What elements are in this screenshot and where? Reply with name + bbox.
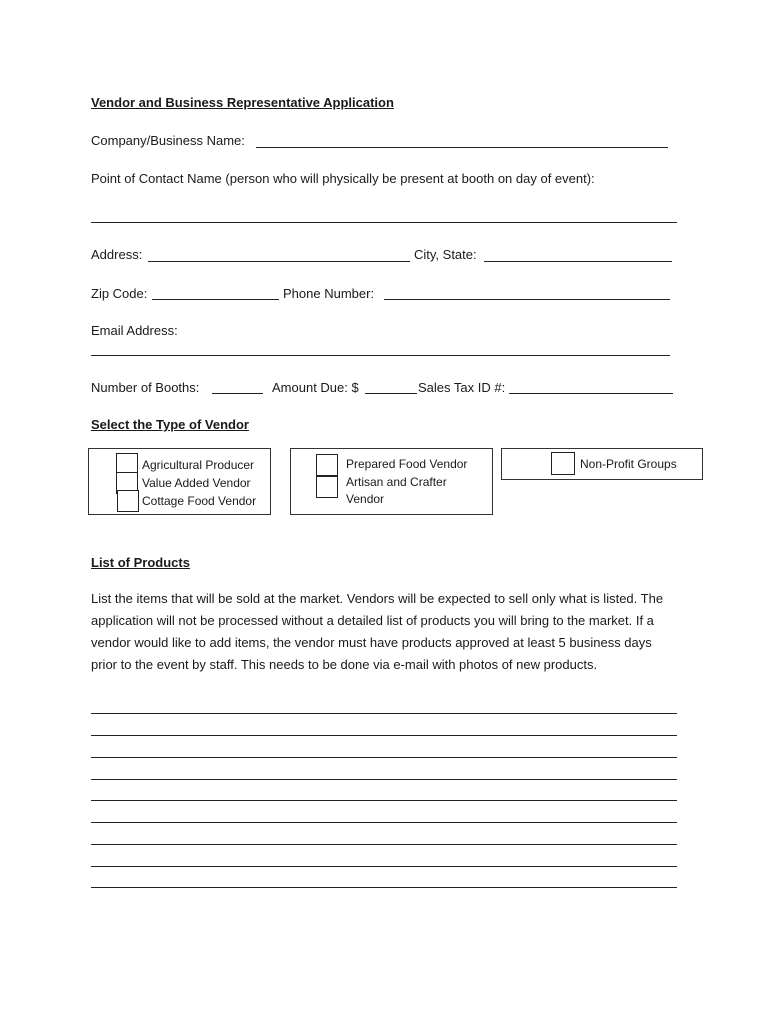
- vendor-option-label: Non-Profit Groups: [580, 457, 677, 471]
- address-label: Address:: [91, 247, 143, 262]
- contact-field[interactable]: [91, 222, 677, 223]
- form-title: Vendor and Business Representative Application: [91, 95, 394, 110]
- zip-field[interactable]: [152, 299, 279, 300]
- amount-field[interactable]: [365, 393, 417, 394]
- vendor-group-3: [501, 448, 703, 480]
- city-state-label: City, State:: [414, 247, 477, 262]
- email-field[interactable]: [91, 355, 670, 356]
- address-field[interactable]: [148, 261, 410, 262]
- vendor-group-1: [88, 448, 271, 515]
- vendor-option-label: Value Added Vendor: [142, 476, 251, 490]
- vendor-option-label: Artisan and Crafter Vendor: [346, 475, 447, 506]
- company-field[interactable]: [256, 147, 668, 148]
- salestax-label: Sales Tax ID #:: [418, 380, 506, 395]
- checkbox-artisan-crafter-vendor[interactable]: [316, 476, 338, 498]
- product-line[interactable]: [91, 779, 677, 780]
- product-line[interactable]: [91, 844, 677, 845]
- city-state-field[interactable]: [484, 261, 672, 262]
- vendor-option-label: Prepared Food Vendor: [346, 457, 468, 471]
- products-heading: List of Products: [91, 555, 190, 570]
- zip-label: Zip Code:: [91, 286, 148, 301]
- company-label: Company/Business Name:: [91, 133, 245, 148]
- checkbox-cottage-food-vendor[interactable]: [117, 490, 139, 512]
- vendor-option-label: Agricultural Producer: [142, 458, 255, 472]
- product-line[interactable]: [91, 887, 677, 888]
- booths-label: Number of Booths:: [91, 380, 200, 395]
- vendor-type-heading: Select the Type of Vendor: [91, 417, 249, 432]
- products-instructions: List the items that will be sold at the market. Vendors will be expected to sell only what is listed. The application will not be processed without a detailed list of products you will bring to the market. If a vendor would like to add items, the vendor must have products approved at least 5 business days prior to the event by staff. This needs to be done via e-mail with photos of new products.: [91, 591, 664, 672]
- product-line[interactable]: [91, 866, 677, 867]
- email-label: Email Address:: [91, 323, 178, 338]
- phone-field[interactable]: [384, 299, 670, 300]
- amount-label: Amount Due: $: [272, 380, 359, 395]
- vendor-group-2: [290, 448, 493, 515]
- product-line[interactable]: [91, 800, 677, 801]
- phone-label: Phone Number:: [283, 286, 375, 301]
- contact-label: Point of Contact Name (person who will physically be present at booth on day of event):: [91, 171, 595, 186]
- checkbox-non-profit-groups[interactable]: [551, 452, 575, 475]
- salestax-field[interactable]: [509, 393, 673, 394]
- checkbox-prepared-food-vendor[interactable]: [316, 454, 338, 476]
- product-line[interactable]: [91, 735, 677, 736]
- product-line[interactable]: [91, 757, 677, 758]
- product-line[interactable]: [91, 822, 677, 823]
- vendor-option-label: Cottage Food Vendor: [142, 494, 257, 508]
- product-line[interactable]: [91, 713, 677, 714]
- booths-field[interactable]: [212, 393, 263, 394]
